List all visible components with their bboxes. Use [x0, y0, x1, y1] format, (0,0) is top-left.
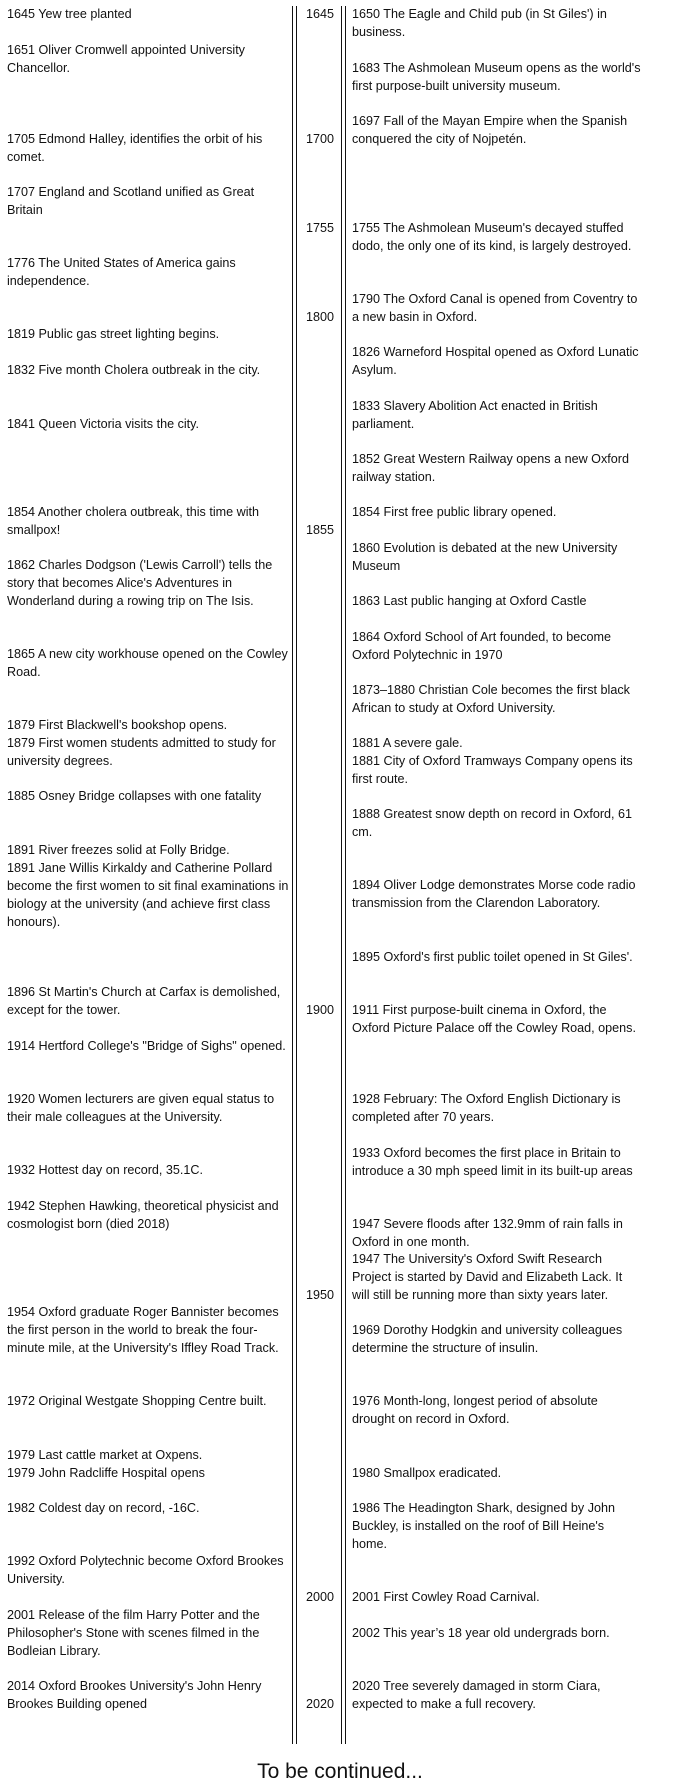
- right-event: 1888 Greatest snow depth on record in Oxford, 61 cm.: [352, 807, 633, 839]
- right-event: 1947 Severe floods after 132.9mm of rain falls in Oxford in one month.: [352, 1217, 623, 1249]
- right-event: 1863 Last public hanging at Oxford Castle: [352, 594, 587, 608]
- right-event: 1947 The University's Oxford Swift Research Project is started by David and Elizabeth Lack. It will still be running more than sixty years later.: [352, 1252, 623, 1302]
- left-event: 1832 Five month Cholera outbreak in the city.: [7, 363, 261, 377]
- year-marker: 1900: [305, 1003, 335, 1017]
- left-event: 1705 Edmond Halley, identifies the orbit of his comet.: [7, 132, 263, 164]
- year-marker: 1800: [305, 310, 335, 324]
- left-event: 1896 St Martin's Church at Carfax is demolished, except for the tower.: [7, 985, 281, 1017]
- year-marker: 1645: [305, 7, 335, 21]
- right-event: 1873–1880 Christian Cole becomes the first black African to study at Oxford University.: [352, 683, 630, 715]
- left-event: 1954 Oxford graduate Roger Bannister becomes the first person in the world to break the four-minute mile, at the University's Iffley Road Track.: [7, 1305, 279, 1355]
- left-event: 1841 Queen Victoria visits the city.: [7, 417, 200, 431]
- right-event: 1854 First free public library opened.: [352, 505, 557, 519]
- right-event: 1881 City of Oxford Tramways Company opens its first route.: [352, 754, 633, 786]
- left-event: 1879 First women students admitted to study for university degrees.: [7, 736, 276, 768]
- right-event: 1986 The Headington Shark, designed by John Buckley, is installed on the roof of Bill Heine's home.: [352, 1501, 616, 1551]
- right-event: 1650 The Eagle and Child pub (in St Giles') in business.: [352, 7, 607, 39]
- left-event: 1862 Charles Dodgson ('Lewis Carroll') tells the story that becomes Alice's Adventures in Wonderland during a rowing trip on The Isis.: [7, 558, 273, 608]
- right-event: 2002 This year’s 18 year old undergrads born.: [352, 1626, 610, 1640]
- left-event: 1914 Hertford College's "Bridge of Sighs" opened.: [7, 1039, 286, 1053]
- right-event: 2001 First Cowley Road Carnival.: [352, 1590, 540, 1604]
- right-event: 2020 Tree severely damaged in storm Ciara, expected to make a full recovery.: [352, 1679, 601, 1711]
- timeline-rule: [341, 6, 342, 1744]
- left-event: 1865 A new city workhouse opened on the Cowley Road.: [7, 647, 288, 679]
- left-event: 1972 Original Westgate Shopping Centre built.: [7, 1394, 267, 1408]
- left-event: 1979 Last cattle market at Oxpens.: [7, 1448, 203, 1462]
- left-event: 1932 Hottest day on record, 35.1C.: [7, 1163, 204, 1177]
- right-event: 1911 First purpose-built cinema in Oxford, the Oxford Picture Palace off the Cowley Road, opens.: [352, 1003, 636, 1035]
- left-event: 1992 Oxford Polytechnic become Oxford Brookes University.: [7, 1554, 284, 1586]
- left-event: 1776 The United States of America gains independence.: [7, 256, 236, 288]
- right-event: 1683 The Ashmolean Museum opens as the world's first purpose-built university museum.: [352, 61, 641, 93]
- right-event: 1980 Smallpox eradicated.: [352, 1466, 502, 1480]
- left-event: 1645 Yew tree planted: [7, 7, 132, 21]
- timeline-rule: [292, 6, 293, 1744]
- left-event: 1942 Stephen Hawking, theoretical physicist and cosmologist born (died 2018): [7, 1199, 279, 1231]
- right-event: 1852 Great Western Railway opens a new Oxford railway station.: [352, 452, 629, 484]
- right-event: 1864 Oxford School of Art founded, to become Oxford Polytechnic in 1970: [352, 630, 612, 662]
- left-event: 1854 Another cholera outbreak, this time with smallpox!: [7, 505, 260, 537]
- left-event: 1651 Oliver Cromwell appointed University Chancellor.: [7, 43, 245, 75]
- left-event: 1891 Jane Willis Kirkaldy and Catherine Pollard become the first women to sit final examinations in biology at the university (and achieve first class honours).: [7, 861, 289, 929]
- continuation-note: To be continued...: [257, 1760, 423, 1783]
- year-marker: 1700: [305, 132, 335, 146]
- right-event: 1976 Month-long, longest period of absolute drought on record in Oxford.: [352, 1394, 598, 1426]
- left-event: 1891 River freezes solid at Folly Bridge.: [7, 843, 230, 857]
- right-event: 1894 Oliver Lodge demonstrates Morse code radio transmission from the Clarendon Laboratory.: [352, 878, 636, 910]
- year-marker: 2020: [305, 1697, 335, 1711]
- left-event: 1707 England and Scotland unified as Great Britain: [7, 185, 255, 217]
- right-event: 1826 Warneford Hospital opened as Oxford Lunatic Asylum.: [352, 345, 639, 377]
- right-event: 1928 February: The Oxford English Dictionary is completed after 70 years.: [352, 1092, 621, 1124]
- right-event: 1969 Dorothy Hodgkin and university colleagues determine the structure of insulin.: [352, 1323, 623, 1355]
- timeline-rule: [345, 6, 346, 1744]
- right-event: 1833 Slavery Abolition Act enacted in British parliament.: [352, 399, 598, 431]
- left-event: 1879 First Blackwell's bookshop opens.: [7, 718, 228, 732]
- right-event: 1697 Fall of the Mayan Empire when the Spanish conquered the city of Nojpetén.: [352, 114, 628, 146]
- right-event: 1895 Oxford's first public toilet opened in St Giles'.: [352, 950, 633, 964]
- left-event: 2014 Oxford Brookes University's John Henry Brookes Building opened: [7, 1679, 262, 1711]
- year-marker: 1855: [305, 523, 335, 537]
- right-event: 1860 Evolution is debated at the new University Museum: [352, 541, 618, 573]
- right-event: 1881 A severe gale.: [352, 736, 463, 750]
- left-event: 1979 John Radcliffe Hospital opens: [7, 1466, 205, 1480]
- left-event: 1885 Osney Bridge collapses with one fatality: [7, 789, 262, 803]
- timeline-rule: [296, 6, 297, 1744]
- right-event: 1755 The Ashmolean Museum's decayed stuffed dodo, the only one of its kind, is largely destroyed.: [352, 221, 632, 253]
- left-event: 2001 Release of the film Harry Potter and the Philosopher's Stone with scenes filmed in the Bodleian Library.: [7, 1608, 260, 1658]
- left-event: 1982 Coldest day on record, -16C.: [7, 1501, 200, 1515]
- right-event: 1790 The Oxford Canal is opened from Coventry to a new basin in Oxford.: [352, 292, 638, 324]
- year-marker: 1755: [305, 221, 335, 235]
- year-marker: 2000: [305, 1590, 335, 1604]
- right-event: 1933 Oxford becomes the first place in Britain to introduce a 30 mph speed limit in its built-up areas: [352, 1146, 633, 1178]
- left-event: 1920 Women lecturers are given equal status to their male colleagues at the University.: [7, 1092, 275, 1124]
- left-event: 1819 Public gas street lighting begins.: [7, 327, 220, 341]
- year-marker: 1950: [305, 1288, 335, 1302]
